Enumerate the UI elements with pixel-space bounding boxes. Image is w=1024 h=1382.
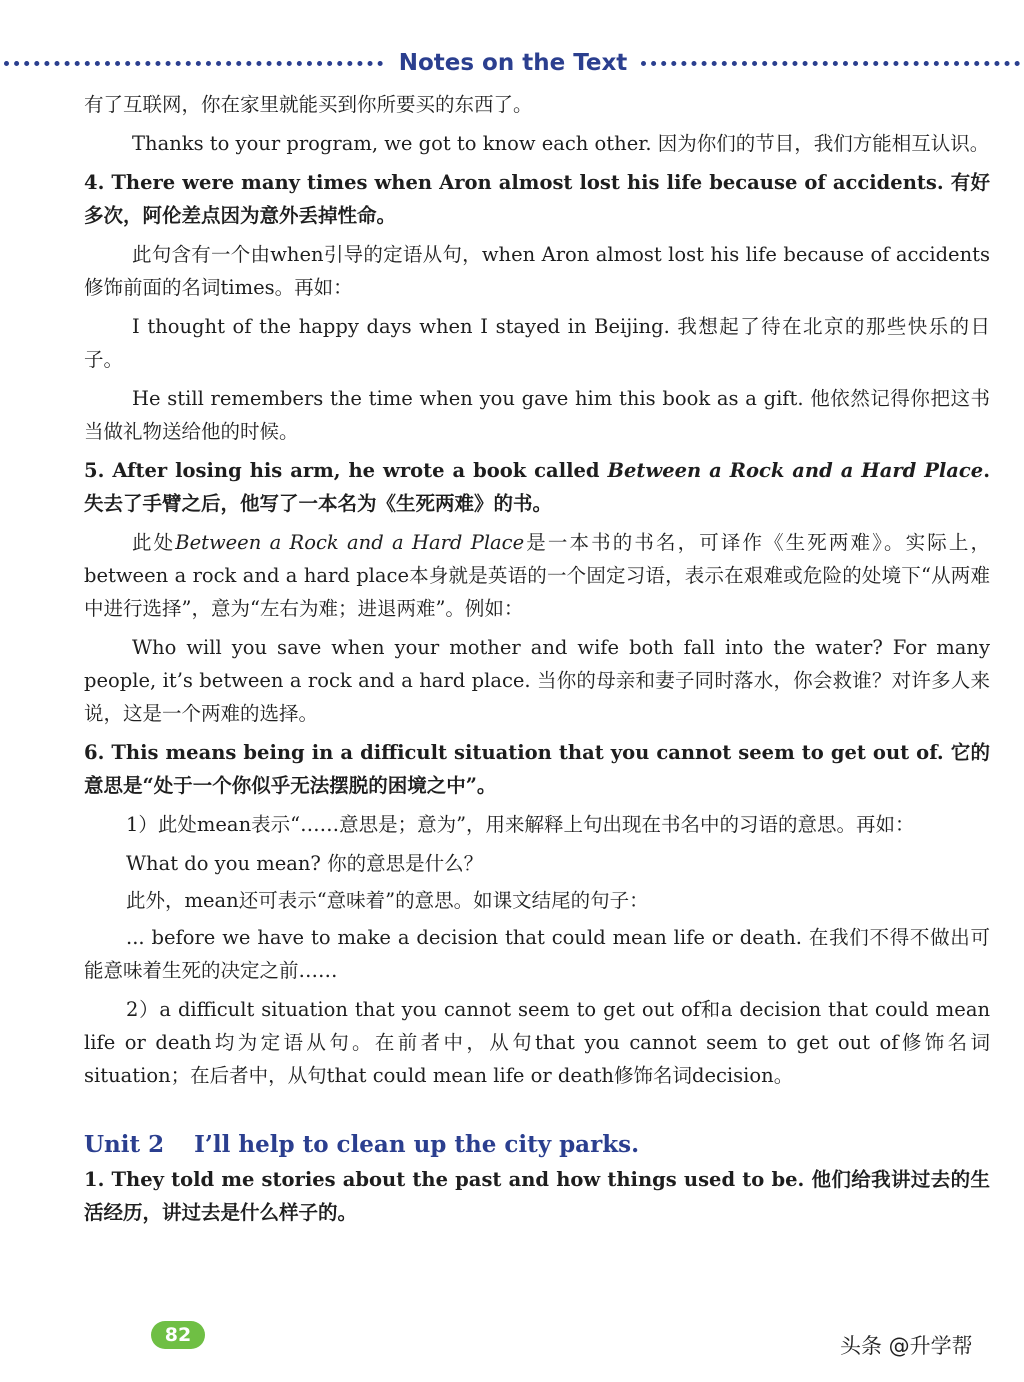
header-dotted-rule-left	[4, 61, 383, 66]
example-sentence-mean: What do you mean? 你的意思是什么？	[126, 852, 484, 875]
note-5-heading-rest: . 失去了手臂之后，他写了一本名为《生死两难》的书。	[84, 459, 991, 515]
book-title-inline: Between a Rock and a Hard Place	[175, 531, 525, 554]
example-sentence-rock: Who will you save when your mother and wife both fall into the water? For many people, it’s between a rock and a hard place. 当你的母亲和妻子同时落水，你会救谁？对许多人来说，这是一个两难的选择。	[84, 636, 990, 725]
unit-heading	[84, 1128, 990, 1161]
example-sentence-beijing: I thought of the happy days when I stayed in Beijing. 我想起了待在北京的那些快乐的日子。	[84, 315, 990, 371]
note-4-heading: 4. There were many times when Aron almost lost his life because of accidents. 有好多次，阿伦差点因为意外丢掉性命。	[84, 171, 990, 227]
example-sentence-program: Thanks to your program, we got to know each other. 因为你们的节目，我们方能相互认识。	[132, 132, 990, 155]
page-header	[0, 46, 1024, 80]
page-number-badge: 82	[151, 1321, 205, 1349]
example-sentence-gift: He still remembers the time when you gave him this book as a gift. 他依然记得你把这书当做礼物送给他的时候。	[84, 387, 990, 443]
note-5-heading-text: 5. After losing his arm, he wrote a book called	[84, 459, 600, 482]
notes-body	[84, 88, 990, 1235]
note-5-heading	[84, 454, 990, 520]
example-translation-internet: 有了互联网，你在家里就能买到你所要买的东西了。	[84, 93, 533, 116]
note-6-point-2: 2）a difficult situation that you cannot seem to get out of和a decision that could mean life or death均为定语从句。在前者中，从句that you cannot seem to get out of修饰名词situation；在后者中，从句that could mean life or death修饰名词decision。	[84, 998, 990, 1087]
example-sentence-decision: ... before we have to make a decision that could mean life or death. 在我们不得不做出可能意味着生死的决定之前……	[84, 926, 990, 982]
note-6-mean-extra: 此外，mean还可表示“意味着”的意思。如课文结尾的句子：	[126, 889, 649, 912]
note-5-explanation	[84, 526, 990, 625]
note-5-explanation-lead: 此处	[132, 531, 176, 554]
unit-2-note-1: 1. They told me stories about the past and how things used to be. 他们给我讲过去的生活经历，讲过去是什么样子的。	[84, 1168, 990, 1224]
unit-number: Unit 2	[84, 1131, 165, 1158]
watermark: 头条 @升学帮	[840, 1334, 973, 1358]
note-4-explanation: 此句含有一个由when引导的定语从句，when Aron almost lost his life because of accidents修饰前面的名词times。再如：	[84, 243, 990, 299]
note-6-point-1: 1）此处mean表示“……意思是；意为”，用来解释上句出现在书名中的习语的意思。再如：	[126, 813, 915, 836]
unit-title: I’ll help to clean up the city parks.	[194, 1131, 640, 1158]
note-5-explanation-rest: 是一本书的书名，可译作《生死两难》。实际上，between a rock and a hard place本身就是英语的一个固定习语，表示在艰难或危险的处境下“从两难中进行选择”，意为“左右为难；进退两难”。例如：	[84, 531, 990, 620]
header-dotted-rule-right	[641, 61, 1020, 66]
note-6-heading: 6. This means being in a difficult situation that you cannot seem to get out of. 它的意思是“处于一个你似乎无法摆脱的困境之中”。	[84, 741, 990, 797]
book-title: Between a Rock and a Hard Place	[607, 459, 984, 482]
section-title: Notes on the Text	[398, 50, 628, 76]
